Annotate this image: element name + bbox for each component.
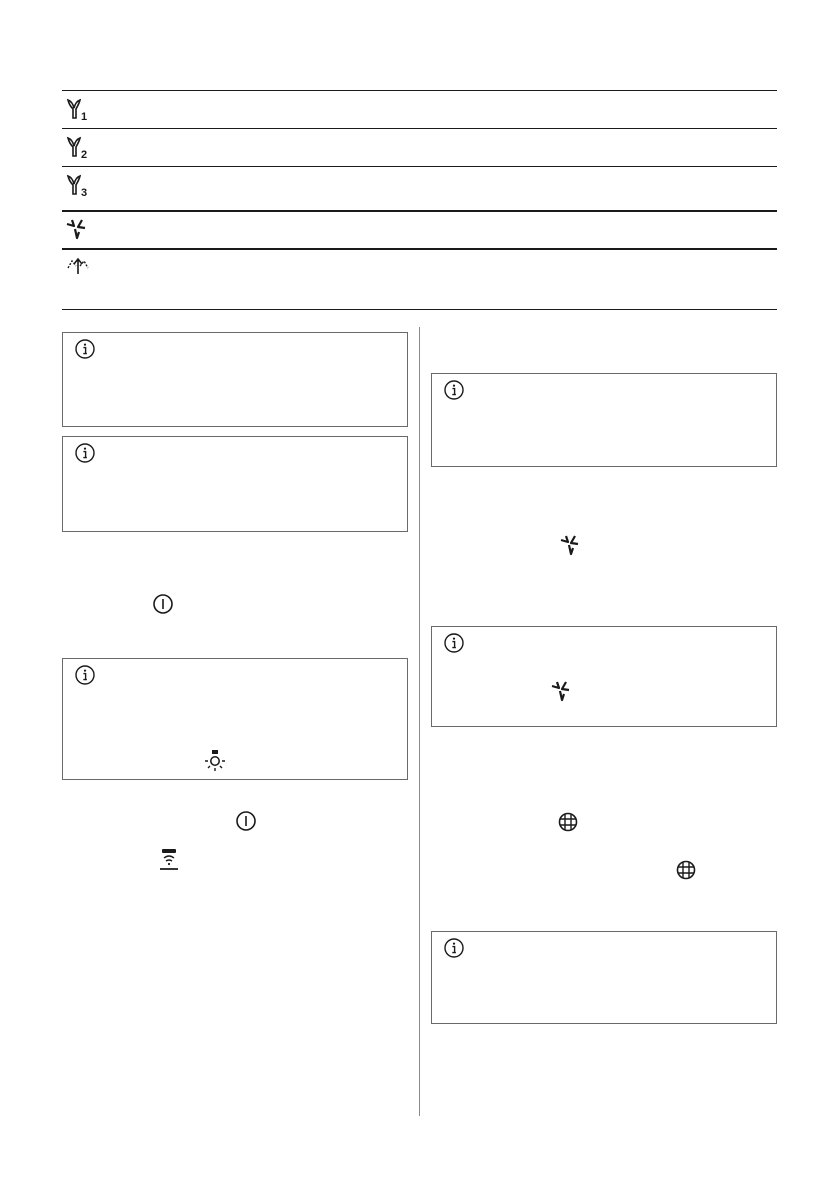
column-divider — [419, 327, 420, 1116]
table-rule — [62, 309, 777, 310]
info-icon — [444, 380, 464, 400]
filter-grid-icon — [558, 812, 578, 832]
breeze-fan-icon — [559, 533, 583, 557]
fan-speed-2-icon — [64, 134, 92, 162]
table-rule — [62, 128, 777, 129]
hob2hood-icon — [158, 848, 180, 872]
svg-text:3: 3 — [81, 187, 88, 199]
info-box — [431, 931, 777, 1024]
breeze-fan-icon — [550, 679, 574, 703]
table-rule — [62, 248, 777, 250]
table-rule — [62, 166, 777, 167]
info-box — [62, 332, 408, 427]
info-icon — [75, 443, 95, 463]
filter-grid-icon — [676, 860, 696, 880]
info-box — [62, 658, 408, 780]
info-icon — [75, 665, 95, 685]
power-icon — [235, 810, 257, 832]
breeze-fan-icon — [64, 216, 92, 244]
boost-steam-icon — [64, 252, 92, 280]
info-box — [431, 373, 777, 467]
svg-text:1: 1 — [81, 111, 88, 123]
info-box — [431, 626, 777, 727]
table-rule — [62, 90, 777, 91]
light-icon — [203, 749, 227, 773]
fan-speed-3-icon — [64, 172, 92, 200]
info-icon — [444, 633, 464, 653]
power-icon — [152, 593, 174, 615]
fan-speed-1-icon — [64, 96, 92, 124]
info-icon — [75, 339, 95, 359]
svg-text:2: 2 — [81, 149, 88, 161]
table-rule — [62, 210, 777, 212]
info-box — [62, 436, 408, 532]
info-icon — [444, 938, 464, 958]
